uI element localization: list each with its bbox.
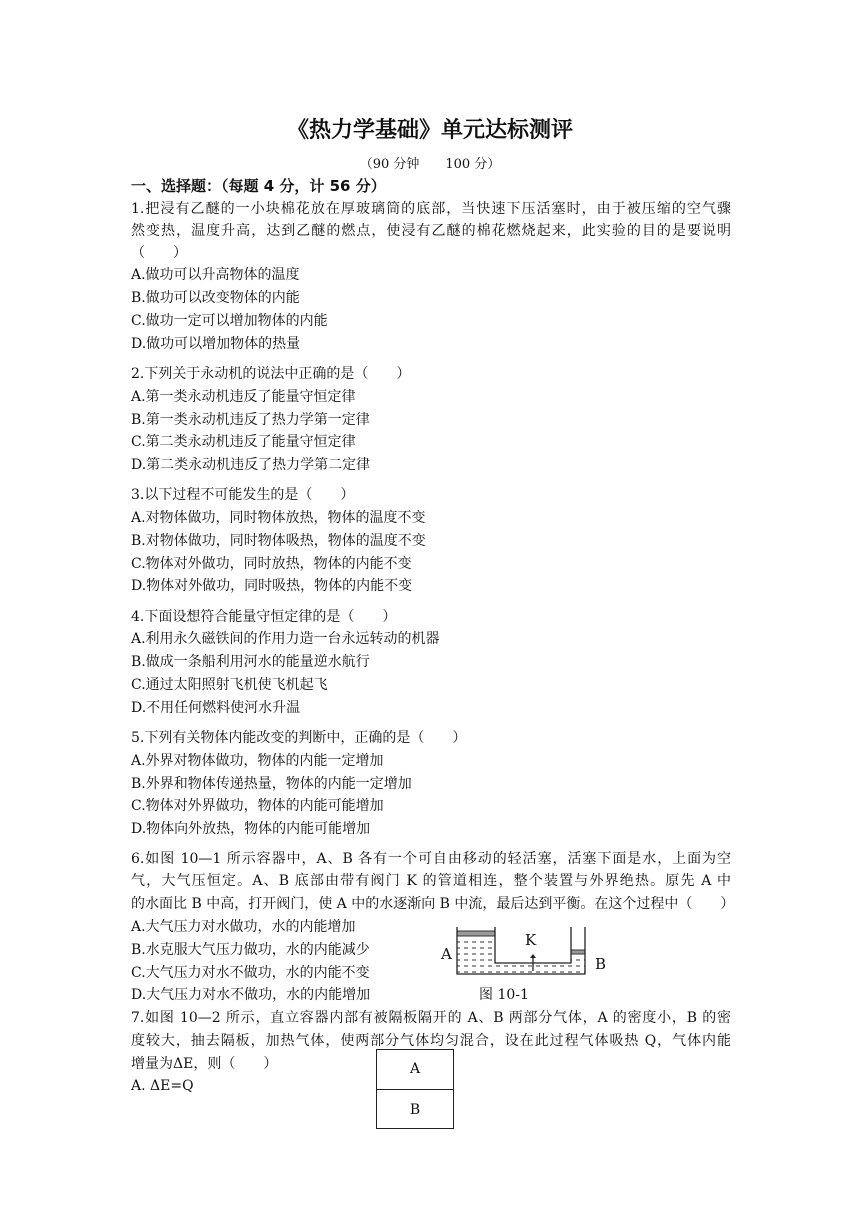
question-7-option-a: A. ΔE=Q — [131, 1078, 194, 1094]
question-6-option-c: C.大气压力对水不做功，水的内能不变 — [131, 965, 370, 981]
question-5-option-c: C.物体对外界做功，物体的内能可能增加 — [131, 798, 384, 814]
question-1-option-c: C.做功一定可以增加物体的内能 — [131, 313, 328, 329]
question-5-option-d: D.物体向外放热，物体的内能可能增加 — [131, 821, 371, 837]
question-6-stem-line-2: 气，大气压恒定。A、B 底部由带有阀门 K 的管道相连，整个装置与外界绝热。原先 A 中 — [131, 873, 731, 889]
question-2-option-d: D.第二类永动机违反了热力学第二定律 — [131, 457, 371, 473]
question-1-option-b: B.做功可以改变物体的内能 — [131, 290, 300, 306]
section-heading: 一、选择题：（每题 4 分，计 56 分） — [131, 177, 386, 195]
question-3-option-d: D.物体对外做功，同时吸热，物体的内能不变 — [131, 578, 413, 594]
question-4-option-d: D.不用任何燃料使河水升温 — [131, 700, 301, 716]
question-2-option-b: B.第一类永动机违反了热力学第一定律 — [131, 412, 370, 428]
page-title: 《热力学基础》单元达标测评 — [286, 118, 573, 143]
question-5-option-a: A.外界对物体做功，物体的内能一定增加 — [131, 753, 384, 769]
figure-10-1-label-a: A — [441, 945, 452, 963]
question-6-stem-line-1: 6.如图 10—1 所示容器中，A、B 各有一个可自由移动的轻活塞，活塞下面是水，上面为空 — [131, 851, 731, 867]
exam-duration-score: （90 分钟 100 分） — [359, 157, 501, 172]
question-7-stem-line-2: 度较大，抽去隔板，加热气体，使两部分气体均匀混合，设在此过程气体吸热 Q，气体内能 — [131, 1033, 731, 1049]
question-7-stem-line-1: 7.如图 10—2 所示，直立容器内部有被隔板隔开的 A、B 两部分气体，A 的密度小，B 的密 — [131, 1010, 731, 1026]
question-4-option-b: B.做成一条船利用河水的能量逆水航行 — [131, 654, 370, 670]
question-5-option-b: B.外界和物体传递热量，物体的内能一定增加 — [131, 776, 412, 792]
question-6-option-a: A.大气压力对水做功，水的内能增加 — [131, 919, 356, 935]
question-1-stem-line-2: 然变热，温度升高，达到乙醚的燃点，使浸有乙醚的棉花燃烧起来，此实验的目的是要说明 — [131, 223, 731, 239]
question-2-stem: 2.下列关于永动机的说法中正确的是（ ） — [131, 366, 411, 382]
figure-10-2-label-a: A — [377, 1050, 453, 1090]
question-1-option-a: A.做功可以升高物体的温度 — [131, 267, 300, 283]
question-2-option-c: C.第二类永动机违反了能量守恒定律 — [131, 434, 356, 450]
question-3-option-b: B.对物体做功，同时物体吸热，物体的温度不变 — [131, 533, 426, 549]
question-6-option-d: D.大气压力对水不做功，水的内能增加 — [131, 987, 371, 1003]
question-3-option-c: C.物体对外做功，同时放热，物体的内能不变 — [131, 556, 412, 572]
figure-10-2-diagram — [376, 1049, 454, 1129]
question-7-stem-line-3: 增量为ΔE，则（ ） — [131, 1056, 278, 1072]
figure-10-1-caption: 图 10-1 — [479, 987, 529, 1003]
question-1-stem-line-3: （ ） — [131, 245, 187, 261]
question-6-option-b: B.水克服大气压力做功，水的内能减少 — [131, 942, 370, 958]
figure-10-2-label-b: B — [409, 1102, 421, 1118]
question-4-option-c: C.通过太阳照射飞机使飞机起飞 — [131, 677, 328, 693]
question-2-option-a: A.第一类永动机违反了能量守恒定律 — [131, 389, 356, 405]
question-3-option-a: A.对物体做功，同时物体放热，物体的温度不变 — [131, 510, 426, 526]
question-1-option-d: D.做功可以增加物体的热量 — [131, 336, 301, 352]
figure-10-1-label-b: B — [595, 955, 607, 973]
question-1-stem-line-1: 1.把浸有乙醚的一小块棉花放在厚玻璃筒的底部，当快速下压活塞时，由于被压缩的空气骤 — [131, 201, 731, 217]
figure-10-1-label-k: K — [525, 931, 537, 949]
question-4-stem: 4.下面设想符合能量守恒定律的是（ ） — [131, 609, 397, 625]
question-6-stem-line-3: 的水面比 B 中高，打开阀门，使 A 中的水逐渐向 B 中流，最后达到平衡。在这个过程中（ ） — [131, 896, 735, 912]
question-3-stem: 3.以下过程不可能发生的是（ ） — [131, 487, 355, 503]
question-5-stem: 5.下列有关物体内能改变的判断中，正确的是（ ） — [131, 730, 467, 746]
question-4-option-a: A.利用永久磁铁间的作用力造一台永远转动的机器 — [131, 631, 440, 647]
